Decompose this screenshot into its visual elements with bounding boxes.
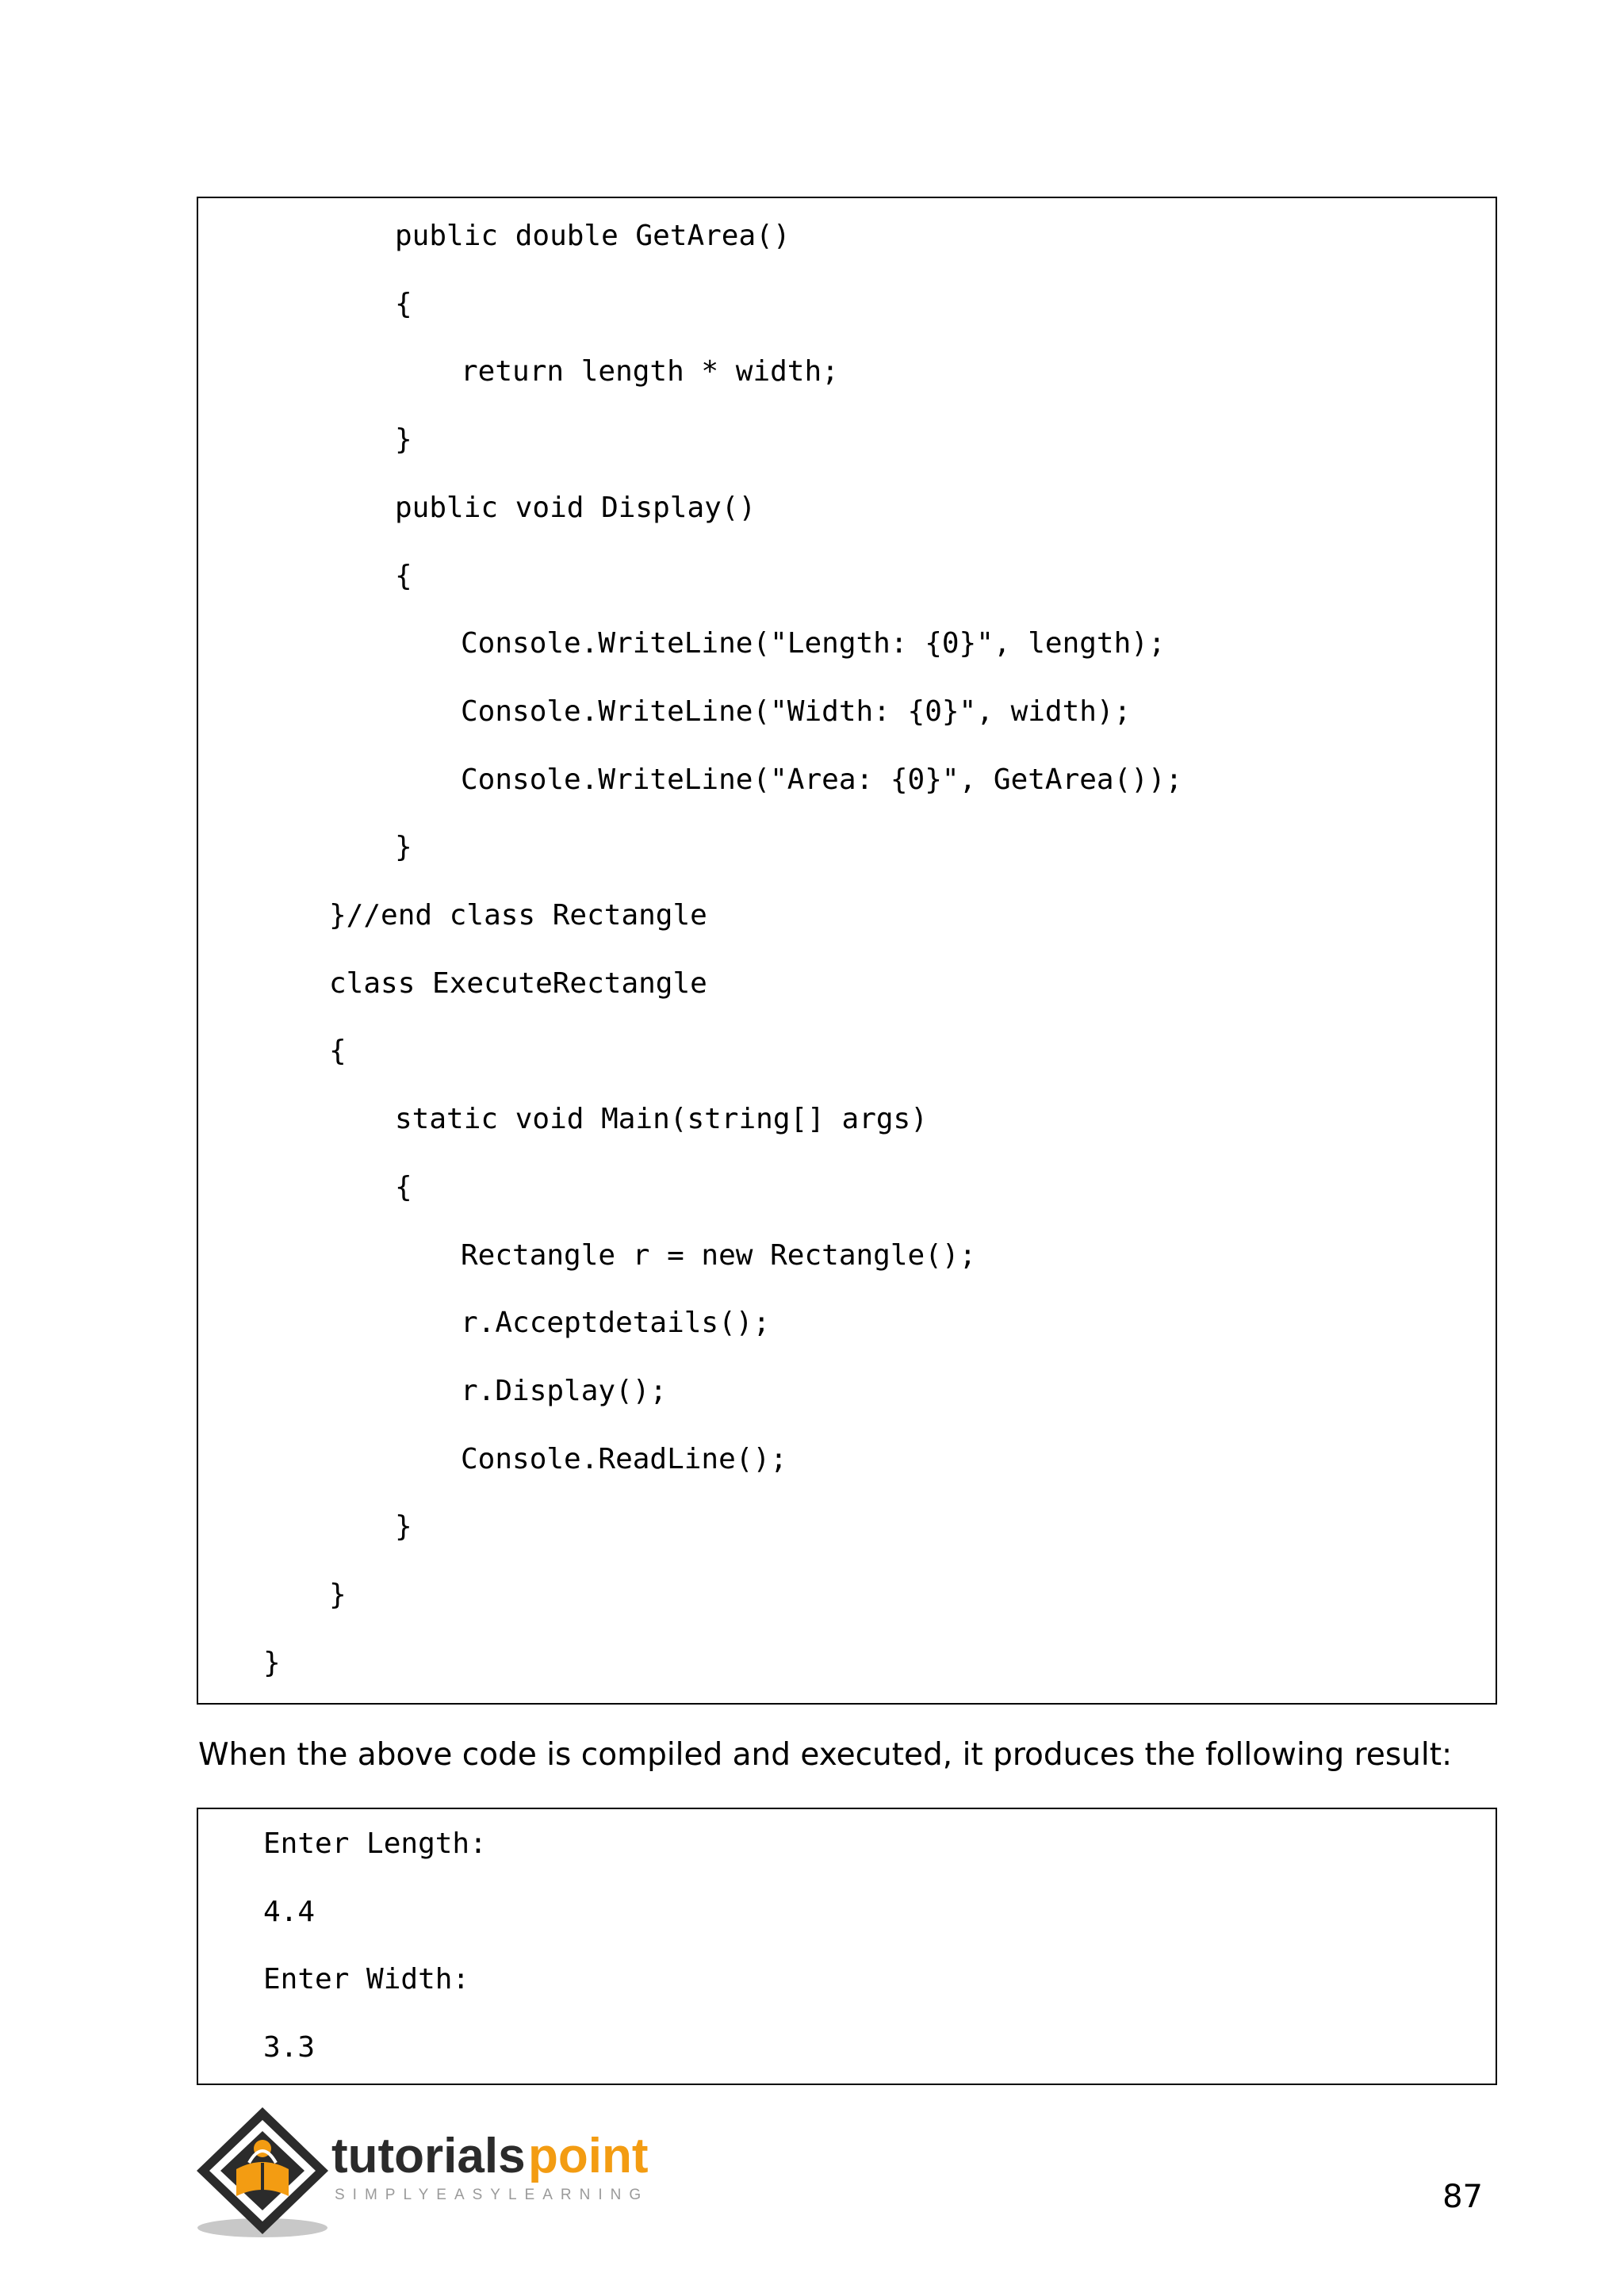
code-line: { [329, 1035, 347, 1068]
code-line: return length * width; [461, 355, 839, 388]
code-line: Console.WriteLine("Area: {0}", GetArea()); [461, 763, 1183, 796]
logo-brand-part1: tutorials [331, 2129, 526, 2183]
code-line: } [263, 1646, 281, 1679]
page-number: 87 [1442, 2179, 1483, 2215]
code-line: Rectangle r = new Rectangle(); [461, 1238, 977, 1272]
code-line: } [395, 1510, 412, 1544]
code-line: static void Main(string[] args) [395, 1103, 928, 1136]
code-line: r.Acceptdetails(); [461, 1307, 771, 1340]
logo-brand-part2: point [528, 2129, 649, 2183]
code-line: public double GetArea() [395, 220, 791, 252]
code-line: Console.ReadLine(); [461, 1442, 787, 1475]
code-line: Console.WriteLine("Width: {0}", width); [461, 695, 1132, 728]
code-line: { [395, 287, 412, 320]
code-line: 3.3 [263, 2031, 316, 2064]
result-intro-text: When the above code is compiled and executed, it produces the following result: [198, 1737, 1453, 1773]
code-line: Enter Width: [263, 1963, 470, 1996]
logo-tagline: SIMPLYEASYLEARNING [335, 2187, 649, 2203]
tutorialspoint-logo [195, 2107, 655, 2242]
code-line: Console.WriteLine("Length: {0}", length); [461, 627, 1166, 660]
code-line: { [395, 1170, 412, 1203]
code-line: { [395, 559, 412, 592]
code-line: }//end class Rectangle [329, 899, 707, 932]
code-line: r.Display(); [461, 1374, 668, 1407]
code-line: Enter Length: [263, 1827, 487, 1860]
code-block-output [197, 1808, 1497, 2085]
code-line: } [395, 423, 412, 457]
code-line: } [329, 1578, 347, 1611]
code-line: } [395, 831, 412, 864]
code-line: class ExecuteRectangle [329, 966, 707, 1000]
code-line: public void Display() [395, 491, 756, 524]
code-block-source [197, 197, 1497, 1705]
code-line: 4.4 [263, 1895, 316, 1928]
